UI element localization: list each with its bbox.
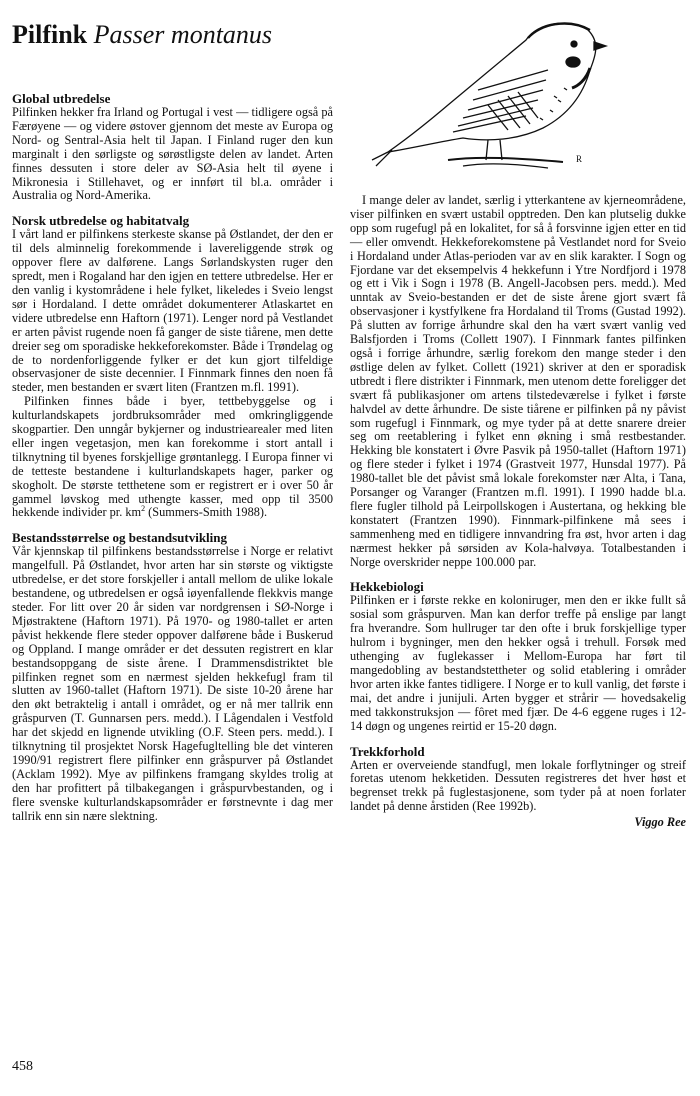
section-heading-bestand: Bestandsstørrelse og bestandsutvikling <box>12 530 228 546</box>
section-heading-global: Global utbredelse <box>12 91 111 106</box>
left-column <box>12 92 333 824</box>
tree-sparrow-illustration <box>368 10 618 190</box>
page-number: 458 <box>12 1059 33 1074</box>
right-column <box>350 194 686 830</box>
artist-signature: R <box>576 154 583 164</box>
section-heading-hekkebiologi: Hekkebiologi <box>350 579 424 595</box>
paragraph-bestand-1: Vår kjennskap til pilfinkens bestandsstørrelse i Norge er relativt mangelfull. På Østlandet, hvor arten har sin største og viktigste utbredelse, er det store forskjeller i antall mellom de ulike lokale bestandene, og utbredelsen er også iøyenfallende flekkvis mange steder. For litt over 20 år siden var nordgrensen i SØ-Norge i Mjøstraktene (Haftorn 1971). På 1970- og 1980-tallet er arten påvist hekkende flere steder oppover dalførene både i Buskerud og Oppland. I mange områder er det dessuten registrert en klar bestandsoppgang de siste årene. I Drammensdistriktet ble pilfinken regnet som en nærmest sjelden hekkefugl fram til slutten av 1960-tallet (Haftorn 1971). De siste 10-20 årene har den økt betraktelig i antall i området, og er nå mer tallrik enn gråspurven (T. Gunnarsen pers. medd.). I Lågendalen i Vestfold har det skjedd en lignende utvikling (O.F. Steen pers. medd.). I tilknytning til prosjektet Norsk Hagefugltelling ble det vinteren 1990/91 registrert flere pilfinker enn gråspurver på Østlandet (Acklam 1992). Mye av pilfinkens framgang skyldes trolig at den har profittert på tilbakegangen i gråspurvbestanden, og i flere svenske kulturlandskapsområder er førstnevnte i dag mer tallrik enn sin nære slektning. <box>12 544 333 823</box>
species-latin-name: Passer montanus <box>93 20 273 49</box>
paragraph-norsk-1: I vårt land er pilfinkens sterkeste skanse på Østlandet, der den er til dels alminnelig forekommende i lavereliggende strøk og oppover flere av dalførene. Langs Sørlandskysten ruger den spredt, men i Rogaland har den igjen en tettere utbredelse. Her er den vanlig i kystområdene i hele fylket, likeledes i Sveio lengst sør i Hordaland. I dette området dokumenterer Atlaskartet en videre utbredelse enn Haftorn (1971). Lenger nord på Vestlandet er arten påvist rugende noen få ganger de siste tiårene, men dette dreier seg om sporadiske hekkeforekomster. Både i Trøndelag og de to nordenforliggende fylker er det kun gjort tilfeldige observasjoner de siste decennier. I Finnmark finnes den noen få steder, men bestanden er svært liten (Frantzen m.fl. 1991). <box>12 227 333 395</box>
species-common-name: Pilfink <box>12 20 88 49</box>
section-heading-norsk: Norsk utbredelse og habitatvalg <box>12 213 190 229</box>
paragraph-norsk-2: Pilfinken finnes både i byer, tettbebyggelse og i kulturlandskapets jordbruksområder med omkringliggende skogpartier. Den unngår bykjerner og industriearealer med liten eller ingen vegetasjon, men kan forekomme i stort antall i tilknytning til byenes forskjellige grøntanlegg. I Europa finner vi de tetteste bestandene i kulturlandskapets hager, parker og skogholt. De største tetthetene som er registrert er i over 50 år gammel løvskog med uthengte kasser, med opp til 3500 hekkende individer pr. $km^2$ (Summers-Smith 1988). <box>12 394 333 520</box>
page-title <box>12 20 272 50</box>
paragraph-trekkforhold: Arten er overveiende standfugl, men lokale forflytninger og streif foretas utenom hekketiden. Dessuten registreres det hver høst et begrenset trekk på fuglestasjonene, som tyder på at noen forlater landet på denne årstiden (Ree 1992b). <box>350 757 686 814</box>
author-signature: Viggo Ree <box>634 815 686 830</box>
section-heading-trekkforhold: Trekkforhold <box>350 743 425 759</box>
paragraph-bestand-2: I mange deler av landet, særlig i ytterkantene av kjerneområdene, viser pilfinken en svært ustabil opptreden. Den kan plutselig dukke opp som rugefugl på en lokalitet, for så å forsvinne igjen etter en tid — eller omvendt. Hekkeforekomstene på Vestlandet nord for Sveio i Hordaland under Atlas-perioden var av en slik karakter. I Sogn og Fjordane var det eksempelvis 4 hekkefunn i Ytre Nordfjord i 1978 og ett i Vik i Sogn i 1978 (B. Angell-Jacobsen pers. medd.). Med unntak av Sveio-bestanden er det de siste årene gjort svært få observasjoner i kystfylkene fra Hordaland til Troms (Gustad 1992). På slutten av forrige århundre skal den ha vært svært vanlig ved Balsfjorden i Troms (Collett 1907). I Finnmark fantes pilfinken også i forrige århundre, særlig forekom den mange steder i den østlige delen av fylket. Collett (1921) skriver at den er sporadisk utbredt i flere distrikter i Finnmark, men utenom dette foreligger det svært få publikasjoner om artens tilstedeværelse i fylket i første halvdel av dette århundre. De siste tiårene er pilfinken på ny påvist som rugefugl i Finnmark, og mye tyder på at dette snarere dreier seg om reetablering i fylket enn økning i små restbestander. Hekking ble konstatert i Øvre Pasvik på 1950-tallet (Haftorn 1971) og flere steder i fylket i 1974 (Grastveit 1977, Hunsdal 1977). På 1980-tallet ble det påvist små lokale forekomster nær Alta, i Tana, Porsanger og Varanger (Frantzen m.fl. 1991). I 1990 hadde bl.a. flere fugler tilhold på Leirpollskogen i Austertana, og hekking ble konstatert (Frantzen 1990). Finnmark-pilfinkene må sees i sammenheng med en tidligere innvandring fra øst, hvor arten i dag nærmest hekker på sørsiden av Kola-halvøya. Totalbestanden i Norge overskrider neppe 100.000 par. <box>350 193 686 569</box>
paragraph-global: Pilfinken hekker fra Irland og Portugal i vest — tidligere også på Færøyene — og videre østover gjennom det meste av Europa og Nord- og Sentral-Asia helt til Japan. I Finland ruger den kun marginalt i den sørligste og sørøstligste delen av landet. Arten finnes dessuten i store deler av SØ-Asia helt til øyene i Mikronesia i Stillehavet, og er innført til bl.a. områder i Australia og Nord-Amerika. <box>12 105 333 203</box>
paragraph-hekkebiologi: Pilfinken er i første rekke en koloniruger, men den er ikke fullt så sosial som gråspurven. Man kan derfor treffe på enslige par langt fra hverandre. Som hullruger tar den ofte i bruk forskjellige typer hulrom i bygninger, men den hekker også i trehull. Forsøk med uthenging av fuglekasser i Mellom-Europa har ført til mangedobling av bestandstettheter og solid etablering i områder hvor arten ikke fantes tidligere. I Norge er to kull vanlig, det første i mai, det andre i junijuli. Arten bygger et strårir — hovedsakelig med takkonstruksjon — fôret med fjær. De 4-6 eggene ruges i 12-14 døgn og ungenes reirtid er 15-20 døgn. <box>350 593 686 733</box>
